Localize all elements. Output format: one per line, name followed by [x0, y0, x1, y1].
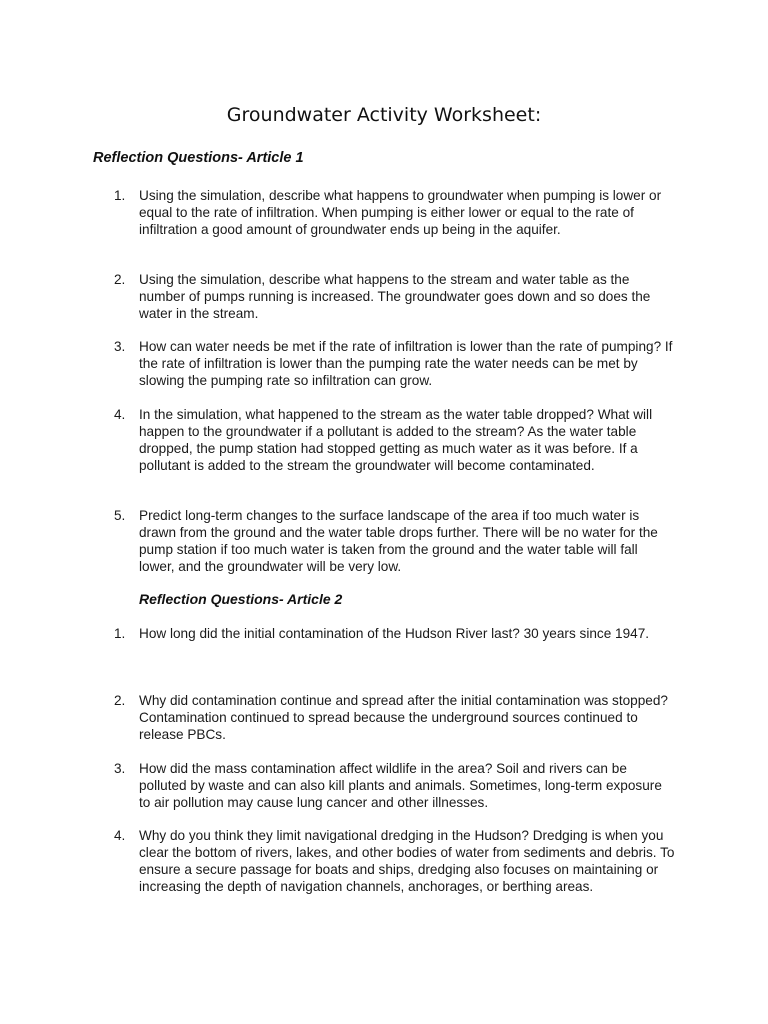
question-number: 4.	[114, 407, 126, 422]
question-text: Predict long-term changes to the surface landscape of the area if too much water is drawn from the ground and the water table drops further. There will be no water for the pump station if too much water is taken from the ground and the water table will fall lower, and the groundwater will be very low.	[139, 508, 658, 574]
article-1-question-4	[114, 406, 676, 474]
question-number: 2.	[114, 693, 126, 708]
question-text: In the simulation, what happened to the stream as the water table dropped? What will happen to the groundwater if a pollutant is added to the stream? As the water table dropped, the pump station had stopped getting as much water as it was before. If a pollutant is added to the stream the groundwater will become contaminated.	[139, 407, 653, 473]
article-2-question-4	[114, 827, 676, 895]
page-title: Groundwater Activity Worksheet:	[226, 104, 542, 126]
article-1-question-5	[114, 507, 676, 575]
question-number: 1.	[114, 188, 126, 203]
article-1-question-3	[114, 338, 676, 389]
question-number: 5.	[114, 508, 126, 523]
question-number: 1.	[114, 626, 126, 641]
question-text: Using the simulation, describe what happens to groundwater when pumping is lower or equal to the rate of infiltration. When pumping is either lower or equal to the rate of infiltration a good amount of groundwater ends up being in the aquifer.	[139, 188, 662, 237]
question-text: How can water needs be met if the rate of infiltration is lower than the rate of pumping? If the rate of infiltration is lower than the pumping rate the water needs can be met by slowing the pumping rate so infiltration can grow.	[139, 339, 673, 388]
section-heading-article-1: Reflection Questions- Article 1	[93, 150, 304, 166]
question-number: 3.	[114, 339, 126, 354]
question-text: Using the simulation, describe what happens to the stream and water table as the number of pumps running is increased. The groundwater goes down and so does the water in the stream.	[139, 272, 651, 321]
question-text: How long did the initial contamination of the Hudson River last? 30 years since 1947.	[139, 626, 650, 641]
question-number: 2.	[114, 272, 126, 287]
question-number: 3.	[114, 761, 126, 776]
article-2-question-2	[114, 692, 676, 743]
article-2-question-3	[114, 760, 676, 811]
article-1-question-1	[114, 187, 676, 238]
question-text: Why do you think they limit navigational dredging in the Hudson? Dredging is when you clear the bottom of rivers, lakes, and other bodies of water from sediments and debris. To ensure a secure passage for boats and ships, dredging also focuses on maintaining or increasing the depth of navigation channels, anchorages, or berthing areas.	[139, 828, 675, 894]
question-text: Why did contamination continue and spread after the initial contamination was stopped? Contamination continued to spread because the underground sources continued to release PBCs.	[139, 693, 668, 742]
article-2-question-1	[114, 625, 676, 642]
question-number: 4.	[114, 828, 126, 843]
article-1-question-2	[114, 271, 676, 322]
section-heading-article-2: Reflection Questions- Article 2	[139, 591, 343, 607]
question-text: How did the mass contamination affect wildlife in the area? Soil and rivers can be polluted by waste and can also kill plants and animals. Sometimes, long-term exposure to air pollution may cause lung cancer and other illnesses.	[139, 761, 662, 810]
